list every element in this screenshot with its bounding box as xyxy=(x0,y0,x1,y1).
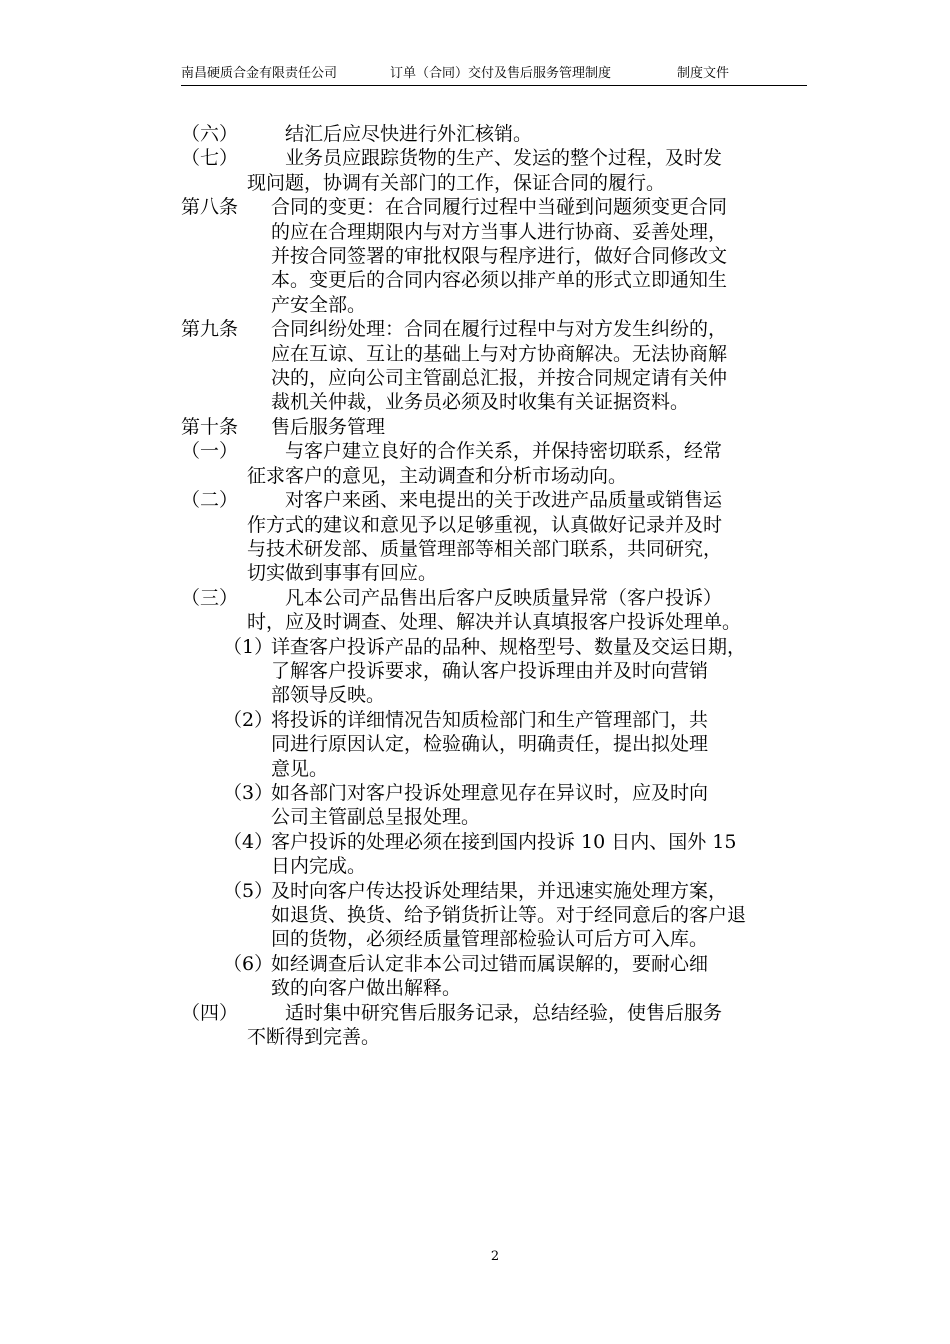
item-liu xyxy=(181,122,811,146)
sub-item-line: 客户投诉的处理必须在接到国内投诉 10 日内、国外 15 xyxy=(271,830,737,853)
page-header xyxy=(181,66,807,86)
document-body xyxy=(181,122,811,1049)
sub-item-6 xyxy=(181,952,811,1001)
item-line: 与技术研发部、质量管理部等相关部门联系，共同研究， xyxy=(247,537,723,560)
article-label: 第九条 xyxy=(181,318,239,341)
item-label: （六） xyxy=(181,123,239,145)
article-8 xyxy=(181,195,811,317)
sub-item-label: （5） xyxy=(223,879,274,902)
sub-item-line: 日内完成。 xyxy=(271,855,367,878)
item-line: 切实做到事事有回应。 xyxy=(247,562,438,585)
item-er xyxy=(181,488,811,586)
sub-item-3 xyxy=(181,781,811,830)
item-line: 业务员应跟踪货物的生产、发运的整个过程，及时发 xyxy=(285,147,723,170)
header-doc-title: 订单（合同）交付及售后服务管理制度 xyxy=(390,66,612,81)
item-line: 时，应及时调查、处理、解决并认真填报客户投诉处理单。 xyxy=(247,611,742,634)
sub-item-line: 了解客户投诉要求，确认客户投诉理由并及时向营销 xyxy=(271,659,709,682)
sub-item-line: 如经调查后认定非本公司过错而属误解的，要耐心细 xyxy=(271,952,709,975)
item-line: 作方式的建议和意见予以足够重视，认真做好记录并及时 xyxy=(247,513,723,536)
article-line: 的应在合理期限内与对方当事人进行协商、妥善处理， xyxy=(271,220,728,243)
sub-item-line: 致的向客户做出解释。 xyxy=(271,977,462,1000)
item-label: （二） xyxy=(181,489,239,512)
article-line: 售后服务管理 xyxy=(271,415,386,438)
sub-item-4 xyxy=(181,830,811,879)
item-si xyxy=(181,1001,811,1050)
item-line: 与客户建立良好的合作关系，并保持密切联系，经常 xyxy=(285,440,723,463)
item-line: 不断得到完善。 xyxy=(247,1026,381,1049)
sub-item-label: （4） xyxy=(223,830,274,853)
item-line: 征求客户的意见，主动调查和分析市场动向。 xyxy=(247,464,628,487)
sub-item-2 xyxy=(181,708,811,781)
item-label: （一） xyxy=(181,440,239,463)
article-label: 第八条 xyxy=(181,196,239,219)
article-line: 合同纠纷处理：合同在履行过程中与对方发生纠纷的， xyxy=(271,318,728,341)
item-line: 现问题，协调有关部门的工作，保证合同的履行。 xyxy=(247,171,666,194)
sub-item-line: 详查客户投诉产品的品种、规格型号、数量及交运日期， xyxy=(271,635,747,658)
article-9 xyxy=(181,317,811,415)
item-line: 对客户来函、来电提出的关于改进产品质量或销售运 xyxy=(285,489,723,512)
article-10 xyxy=(181,415,811,439)
article-label: 第十条 xyxy=(181,415,239,438)
article-line: 产安全部。 xyxy=(271,293,367,316)
sub-item-line: 部领导反映。 xyxy=(271,684,386,707)
item-line: 结汇后应尽快进行外汇核销。 xyxy=(285,123,533,145)
sub-item-line: 及时向客户传达投诉处理结果，并迅速实施处理方案， xyxy=(271,879,728,902)
sub-item-label: （1） xyxy=(223,635,274,658)
sub-item-1 xyxy=(181,635,811,708)
article-line: 合同的变更：在合同履行过程中当碰到问题须变更合同 xyxy=(271,196,728,219)
item-label: （七） xyxy=(181,147,239,170)
header-doc-type: 制度文件 xyxy=(677,66,730,81)
article-line: 应在互谅、互让的基础上与对方协商解决。无法协商解 xyxy=(271,342,728,365)
sub-item-5 xyxy=(181,879,811,952)
item-line: 凡本公司产品售出后客户反映质量异常（客户投诉） xyxy=(285,586,723,609)
sub-item-line: 意见。 xyxy=(271,757,329,780)
sub-item-line: 同进行原因认定，检验确认，明确责任，提出拟处理 xyxy=(271,733,709,756)
article-line: 并按合同签署的审批权限与程序进行，做好合同修改文 xyxy=(271,245,728,268)
item-line: 适时集中研究售后服务记录，总结经验，使售后服务 xyxy=(285,1001,723,1024)
header-company: 南昌硬质合金有限责任公司 xyxy=(181,66,338,81)
sub-item-line: 将投诉的详细情况告知质检部门和生产管理部门，共 xyxy=(271,708,709,731)
item-qi xyxy=(181,146,811,195)
sub-item-line: 回的货物，必须经质量管理部检验认可后方可入库。 xyxy=(271,928,709,951)
sub-item-line: 如退货、换货、给予销货折让等。对于经同意后的客户退 xyxy=(271,904,747,926)
sub-item-line: 如各部门对客户投诉处理意见存在异议时，应及时向 xyxy=(271,781,709,804)
sub-item-label: （6） xyxy=(223,952,274,975)
article-line: 裁机关仲裁，业务员必须及时收集有关证据资料。 xyxy=(271,391,690,414)
item-yi xyxy=(181,439,811,488)
article-line: 决的，应向公司主管副总汇报，并按合同规定请有关仲 xyxy=(271,367,728,390)
article-line: 本。变更后的合同内容必须以排产单的形式立即通知生 xyxy=(271,269,728,292)
page-number: 2 xyxy=(490,1249,500,1264)
sub-item-label: （3） xyxy=(223,781,274,804)
sub-item-line: 公司主管副总呈报处理。 xyxy=(271,806,481,829)
item-label: （四） xyxy=(181,1001,239,1024)
item-san xyxy=(181,586,811,635)
sub-item-label: （2） xyxy=(223,708,274,731)
item-label: （三） xyxy=(181,586,239,609)
